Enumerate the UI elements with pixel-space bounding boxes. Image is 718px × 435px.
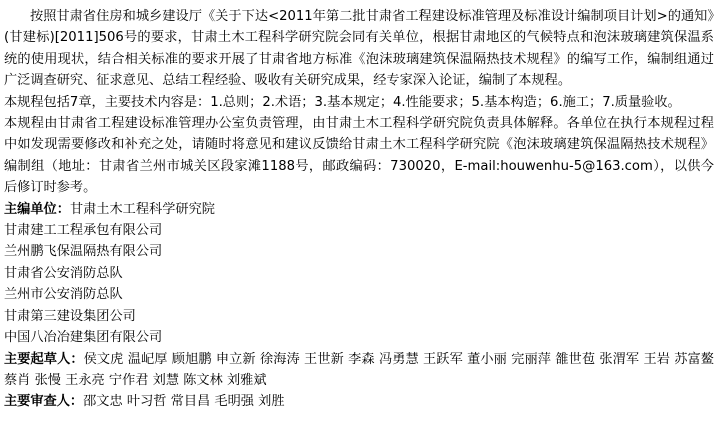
authors-label: 主要起草人： [4,351,84,367]
paragraph-foreword: 按照甘肃省住房和城乡建设厅《关于下达<2011年第二批甘肃省工程建设标准管理及标准设计编制项目计划>的通知》(甘建标)[2011]506号的要求，甘肃土木工程科学研究院会同有关单位，根据甘肃地区的气候特点和泡沫玻璃建筑保温系统的使用现状，结合相关标准的要求开展了甘肃省地方标准《泡沫玻璃建筑保温隔热技术规程》的编写工作，编制组通过广泛调查研究、征求意见、总结工程经验、吸收有关研究成果，经专家深入论证，编制了本规程。 [4,9,714,89]
paragraph-contents: 本规程包括7章，主要技术内容是：1.总则；2.术语；3.基本规定；4.性能要求；5.基本构造；6.施工；7.质量验收。 [4,94,681,110]
list-item [4,241,714,262]
list-item [4,263,714,284]
reviewers-block [4,391,714,412]
reviewers-names: 邵文忠 叶习哲 常目昌 毛明强 刘胜 [83,394,285,410]
organization-name: 甘肃建工工程承包有限公司 [4,223,163,239]
chief-editor-value: 甘肃土木工程科学研究院 [69,201,215,217]
list-item [4,306,714,327]
list-item [4,327,714,348]
list-item [4,220,714,241]
organization-name: 甘肃第三建设集团公司 [4,308,136,324]
organization-name: 中国八冶冶建集团有限公司 [4,330,163,346]
organization-list [4,199,714,349]
authors-block [4,349,714,392]
organization-name: 兰州鹏飞保温隔热有限公司 [4,244,163,260]
paragraph-administration: 本规程由甘肃省工程建设标准管理办公室负责管理，由甘肃土木工程科学研究院负责具体解释。各单位在执行本规程过程中如发现需要修改和补充之处，请随时将意见和建议反馈给甘肃土木工程科学研究院《泡沫玻璃建筑保温隔热技术规程》编制组（地址：甘肃省兰州市城关区段家滩1188号，邮政编码：730020，E-mail:houwenhu-5@163.com），以供今后修订时参考。 [4,116,714,196]
authors-names: 侯文虎 温屺厚 顾旭鹏 申立新 徐海涛 王世新 李森 冯勇慧 王跃军 董小丽 完丽萍 雒世苞 张渭军 王岩 苏富鳌 蔡肖 张慢 王永亮 宁作君 刘慧 陈文林 刘雅斌 [4,351,714,388]
organization-name: 兰州市公安消防总队 [4,287,123,303]
chief-editor-label: 主编单位： [4,201,70,217]
reviewers-label: 主要审查人： [4,394,84,410]
list-item [4,199,714,220]
organization-name: 甘肃省公安消防总队 [4,265,123,281]
list-item [4,284,714,305]
